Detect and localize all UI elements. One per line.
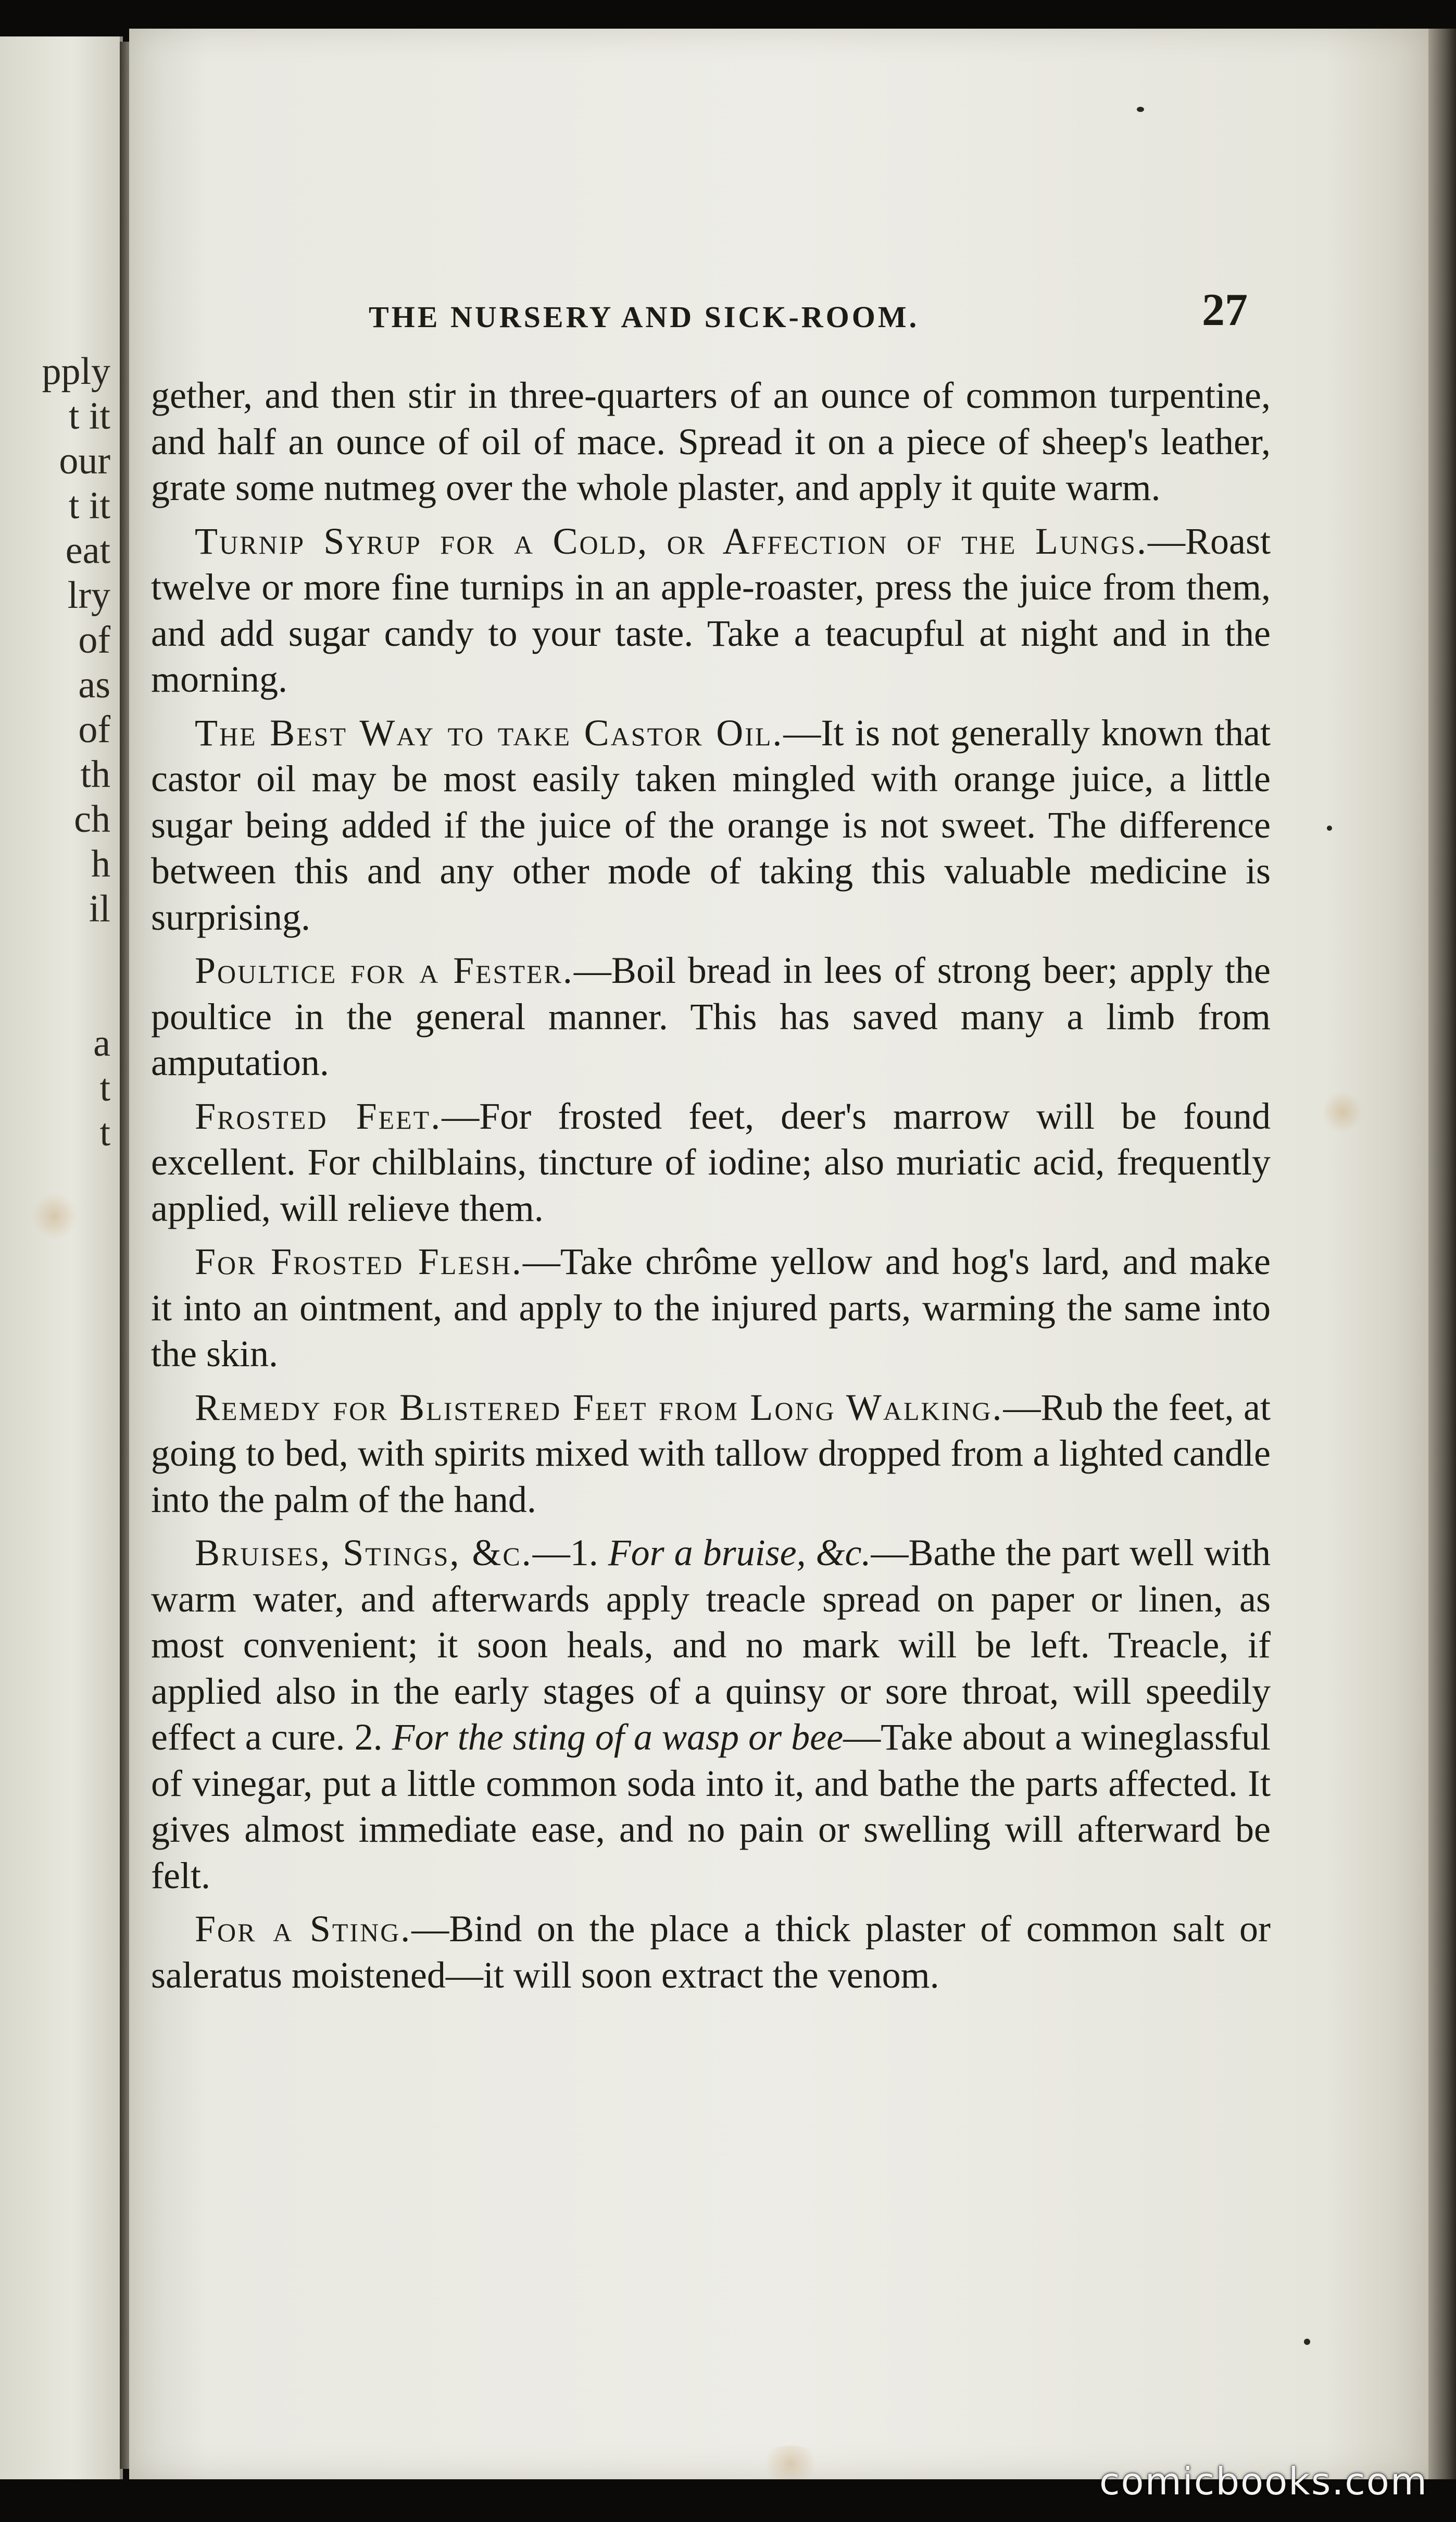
watermark-logo: comicbooks.com <box>1099 2459 1428 2503</box>
recipe-body: —1. <box>532 1532 608 1574</box>
page-body <box>151 372 1271 2005</box>
bleed-fragment: t it <box>68 484 110 527</box>
paper-speck <box>1137 107 1144 112</box>
recipe-body: —Bathe the part well with warm water, and afterwards apply treacle spread on paper or linen, as most convenient; it soon heals, and no mark will be left. Treacle, if applied also in the early stages of a quinsy or sore throat, will speedily effect a cure. 2. <box>151 1532 1271 1758</box>
paragraph-continuation <box>151 372 1271 511</box>
page-edge-shadow <box>1428 29 1456 2479</box>
paper-speck <box>1304 2339 1310 2345</box>
paper-stain <box>759 2445 822 2479</box>
recipe-body: —Bind on the place a thick plaster of common salt or saleratus moistened—it will soon extract the venom. <box>151 1908 1271 1996</box>
recipe-subheading: For the sting of a wasp or bee <box>392 1716 844 1758</box>
recipe-turnip-syrup <box>151 518 1271 703</box>
recipe-bruises-stings <box>151 1530 1271 1899</box>
recipe-body: —Take about a wineglassful of vinegar, put a little common soda into it, and bathe the parts affected. It gives almost immediate ease, and no pain or swelling will afterward be felt. <box>151 1716 1271 1896</box>
bleed-fragment: of <box>78 619 110 661</box>
recipe-frosted-feet <box>151 1093 1271 1232</box>
recipe-heading: For a Sting. <box>195 1908 412 1950</box>
paper-speck <box>1327 826 1332 831</box>
recipe-body: —Roast twelve or more fine turnips in an apple-roaster, press the juice from them, and add sugar candy to your taste. Take a teacupful at night and in the morning. <box>151 520 1271 700</box>
bleed-fragment: h <box>91 843 110 885</box>
paper-stain <box>31 1193 78 1240</box>
bleed-fragment: as <box>78 664 110 706</box>
bleed-fragment: t <box>99 1067 110 1109</box>
recipe-heading: The Best Way to take Castor Oil. <box>195 711 784 754</box>
bleed-fragment: il <box>89 888 110 930</box>
recipe-blistered-feet <box>151 1384 1271 1523</box>
recipe-heading: Poultice for a Fester. <box>195 950 574 991</box>
recipe-heading: Turnip Syrup for a Cold, or Affection of the Lungs. <box>195 520 1148 562</box>
running-title: THE NURSERY AND SICK-ROOM. <box>369 300 920 334</box>
recipe-body: —Take chrôme yellow and hog's lard, and make it into an ointment, and apply to the injured parts, warming the same into the skin. <box>151 1241 1271 1375</box>
bleed-fragment: of <box>78 708 110 751</box>
paragraph-body: gether, and then stir in three-quarters of an ounce of common turpentine, and half an ounce of oil of mace. Spread it on a piece of sheep's leather, grate some nutmeg over the whole plaster, and apply it quite warm. <box>151 374 1271 508</box>
book-gutter <box>120 42 129 2469</box>
book-page <box>129 29 1428 2479</box>
recipe-heading: Remedy for Blistered Feet from Long Walking. <box>195 1386 1003 1428</box>
bleed-fragment: a <box>93 1022 110 1065</box>
previous-page-edge <box>0 36 123 2479</box>
bleed-fragment: lry <box>67 574 110 617</box>
bleed-fragment: eat <box>65 529 110 572</box>
running-head <box>129 273 1428 335</box>
recipe-frosted-flesh <box>151 1239 1271 1377</box>
page-number: 27 <box>1202 285 1248 335</box>
recipe-subheading: For a bruise, &c. <box>608 1532 871 1574</box>
recipe-body: —Rub the feet, at going to bed, with spirits mixed with tallow dropped from a lighted candle into the palm of the hand. <box>151 1386 1271 1520</box>
bleed-fragment: ch <box>74 798 110 841</box>
recipe-body: —It is not generally known that castor oil may be most easily taken mingled with orange juice, a little sugar being added if the juice of the orange is not sweet. The difference between this and any other mode of taking this valuable medicine is surprising. <box>151 711 1271 938</box>
recipe-heading: For Frosted Flesh. <box>195 1241 523 1282</box>
recipe-heading: Bruises, Stings, &c. <box>195 1532 533 1574</box>
recipe-poultice <box>151 947 1271 1086</box>
bleed-fragment: pply <box>42 350 110 393</box>
bleed-fragment: our <box>59 440 110 482</box>
recipe-body: —For frosted feet, deer's marrow will be found excellent. For chilblains, tincture of iodine; also muriatic acid, frequently applied, will relieve them. <box>151 1095 1271 1229</box>
paper-stain <box>1322 1091 1363 1133</box>
recipe-heading: Frosted Feet. <box>195 1095 442 1137</box>
bleed-fragment: t it <box>68 395 110 438</box>
recipe-castor-oil <box>151 710 1271 941</box>
bleed-fragment: t <box>99 1112 110 1154</box>
bleed-fragment: th <box>80 753 110 796</box>
recipe-sting <box>151 1906 1271 1998</box>
recipe-body: —Boil bread in lees of strong beer; apply the poultice in the general manner. This has saved many a limb from amputation. <box>151 950 1271 1083</box>
